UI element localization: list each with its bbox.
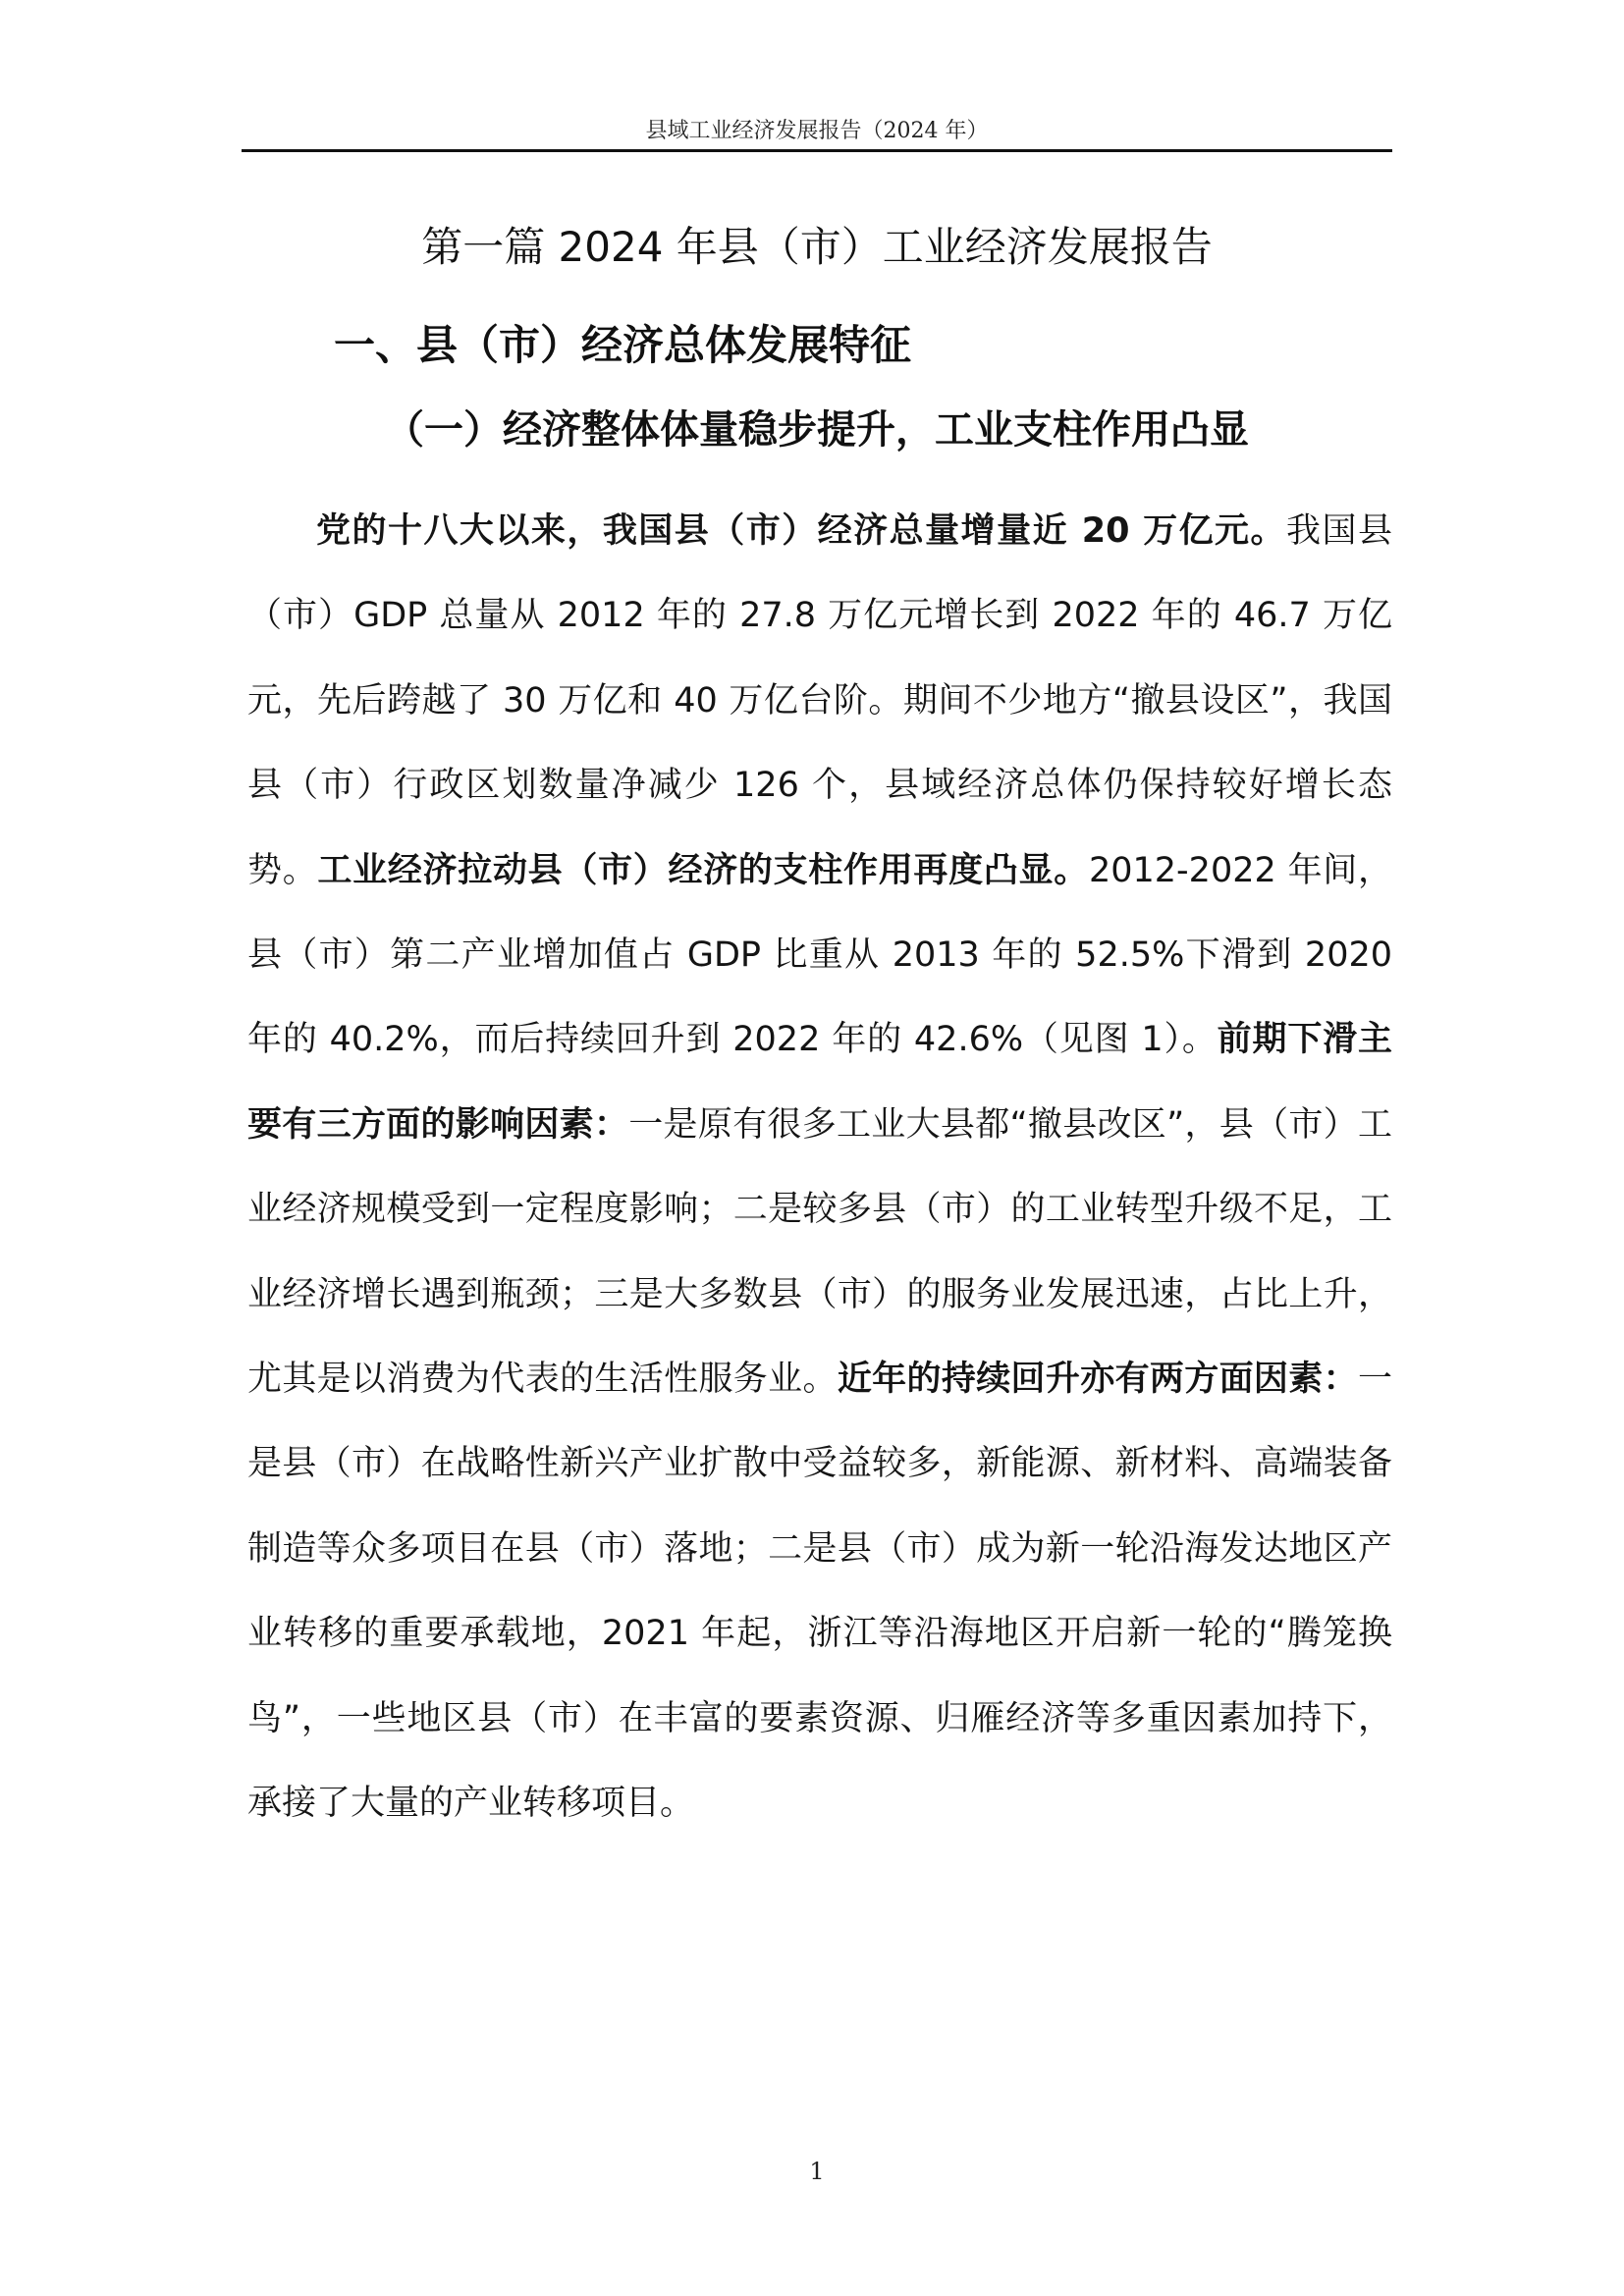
gdp-growth-text: 我国县（市）GDP 总量从 2012 年的 27.8 万亿元增长到 2022 年的 46.7 万亿元，先后跨越了 30 万亿和 40 万亿台阶。期间不少地方“撤县设区”，我国县（市）行政区划数量净减少 126 个，县域经济总体仍保持较好增长态势。 [247, 511, 1392, 890]
lead-sentence: 党的十八大以来，我国县（市）经济总量增量近 20 万亿元。 [316, 511, 1287, 551]
body-paragraph [247, 489, 1392, 1846]
recovery-factors-heading: 近年的持续回升亦有两方面因素： [837, 1360, 1358, 1400]
part-title: 第一篇 2024 年县（市）工业经济发展报告 [421, 223, 1213, 271]
section-title: 一、县（市）经济总体发展特征 [334, 321, 912, 369]
decline-factors-heading: 前期下滑主要有三方面的影响因素： [247, 1020, 1392, 1145]
running-header: 县域工业经济发展报告（2024 年） [645, 119, 989, 143]
industry-pillar-sentence: 工业经济拉动县（市）经济的支柱作用再度凸显。 [317, 850, 1089, 890]
decline-factors-text: 一是原有很多工业大县都“撤县改区”，县（市）工业经济规模受到一定程度影响；二是较多县（市）的工业转型升级不足，工业经济增长遇到瓶颈；三是大多数县（市）的服务业发展迅速，占比上升，尤其是以消费为代表的生活性服务业。 [247, 1104, 1392, 1400]
secondary-industry-share-text: 2012-2022 年间，县（市）第二产业增加值占 GDP 比重从 2013 年的 52.5%下滑到 2020 年的 40.2%，而后持续回升到 2022 年的 42.6%（见图 1）。 [247, 850, 1392, 1060]
page-number: 1 [809, 2158, 825, 2185]
subsection-title: （一）经济整体体量稳步提升，工业支柱作用凸显 [385, 407, 1249, 453]
recovery-factors-text: 一是县（市）在战略性新兴产业扩散中受益较多，新能源、新材料、高端装备制造等众多项目在县（市）落地；二是县（市）成为新一轮沿海发达地区产业转移的重要承载地，2021 年起，浙江等沿海地区开启新一轮的“腾笼换鸟”，一些地区县（市）在丰富的要素资源、归雁经济等多重因素加持下，承接了大量的产业转移项目。 [247, 1360, 1392, 1824]
header-rule [242, 149, 1392, 152]
